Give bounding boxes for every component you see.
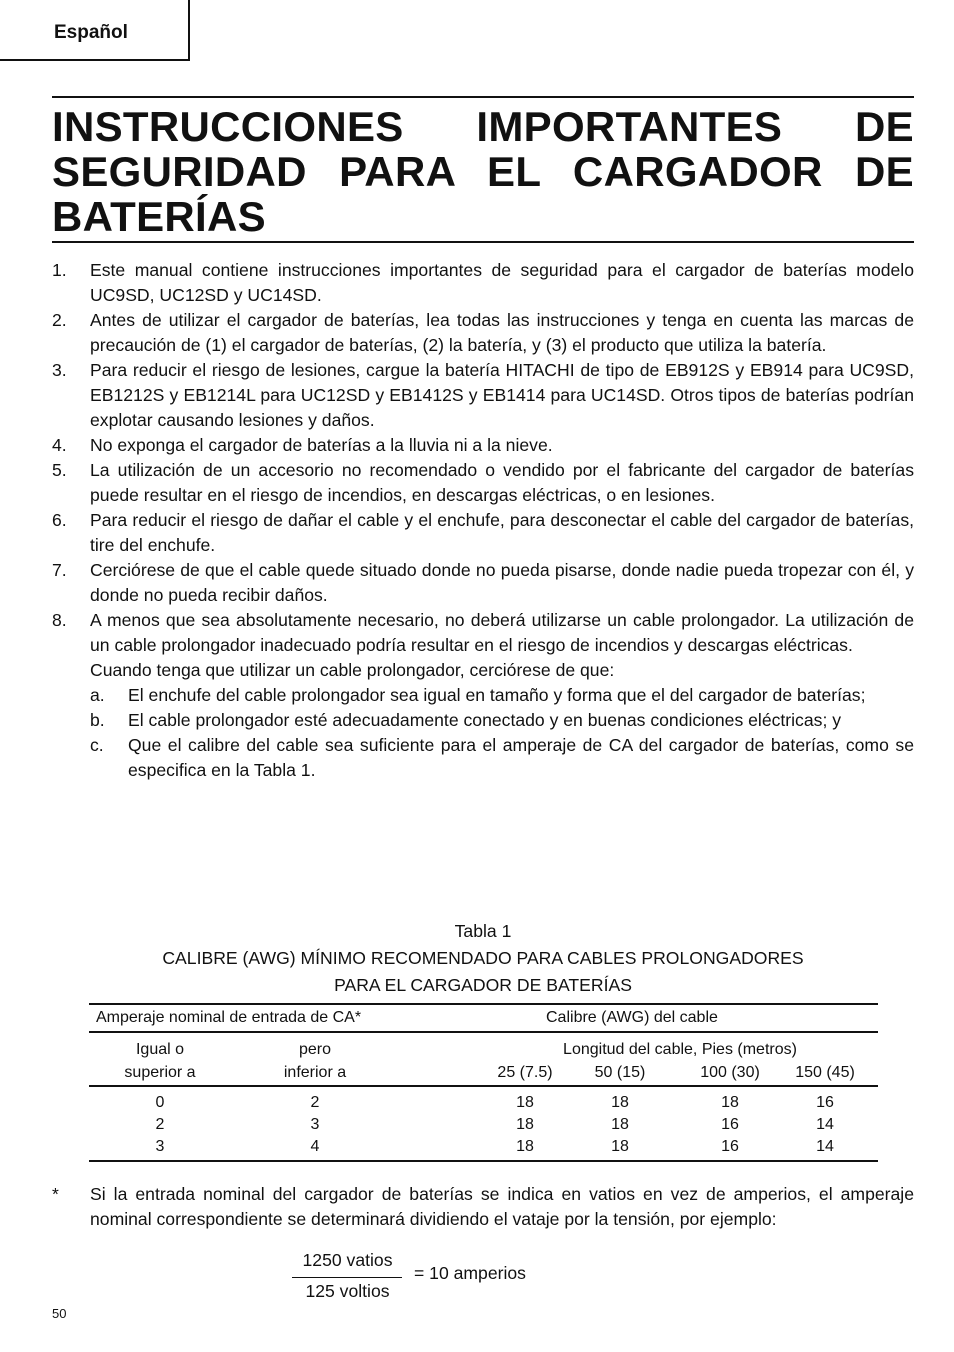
- table-caption-2: PARA EL CARGADOR DE BATERÍAS: [334, 975, 632, 995]
- page-number: 50: [52, 1306, 67, 1321]
- table-length-50: 50 (15): [594, 1064, 646, 1081]
- table-rule-top: [89, 1003, 878, 1005]
- footnote-star: *: [52, 1184, 59, 1204]
- instructions-list: [52, 258, 914, 783]
- list-item: 7. Cerciórese de que el cable quede situado donde no pueda pisarse, donde nadie pueda tropezar con él, y donde no pueda recibir daños.: [52, 560, 914, 605]
- list-item: 8. A menos que sea absolutamente necesario, no deberá utilizarse un cable prolongador. La utilización de un cable prolongador inadecuado podría resultar en el riesgo de incendios y descargas eléctricas. Cuando tenga que utilizar un cable prolongador, cerciórese de que: a. El enchufe del cable prolongador sea igual en tamaño y forma que el del cargador de baterías; b. El cable prolongador esté adecuadamente conectado y en buenas condiciones eléctricas; y c. Que el calibre del cable sea suficiente para el amperaje de CA del cargador de baterías, como se especifica en la Tabla 1.: [52, 608, 914, 783]
- formula-numerator: 1250 vatios: [302, 1250, 393, 1270]
- sub-list-item: b. El cable prolongador esté adecuadamente conectado y en buenas condiciones eléctricas; y: [90, 710, 842, 730]
- language-label: Español: [54, 22, 128, 43]
- list-item: 4. No exponga el cargador de baterías a la lluvia ni a la nieve.: [52, 435, 553, 455]
- table-caption: CALIBRE (AWG) MÍNIMO RECOMENDADO PARA CABLES PROLONGADORES: [162, 948, 804, 968]
- fraction-bar: [292, 1277, 402, 1278]
- footnote-text: Si la entrada nominal del cargador de baterías se indica en vatios en vez de amperios, el amperaje nominal correspondiente se determinará dividiendo el vataje por la tensión, por ejemplo:: [90, 1184, 914, 1229]
- formula-result: = 10 amperios: [414, 1263, 526, 1283]
- list-item: 2. Antes de utilizar el cargador de baterías, lea todas las instrucciones y tenga en cuenta las marcas de precaución de (1) el cargador de baterías, (2) la batería, y (3) el producto que utiliza la batería.: [52, 310, 914, 355]
- table-label: Tabla 1: [454, 921, 512, 941]
- table-length-header: Longitud del cable, Pies (metros): [563, 1041, 797, 1058]
- sub-list: [52, 683, 914, 783]
- table-col2-header: pero inferior a: [283, 1041, 347, 1081]
- table-col1-header: Igual o superior a: [124, 1041, 196, 1081]
- table-rule-bottom: [89, 1160, 878, 1162]
- table-length-150: 150 (45): [795, 1064, 855, 1081]
- formula-denominator: 125 voltios: [305, 1281, 390, 1301]
- title-block: [52, 96, 914, 243]
- sub-list-item: c. Que el calibre del cable sea suficiente para el amperaje de CA del cargador de baterías, como se especifica en la Tabla 1.: [90, 735, 914, 780]
- table-rule-mid: [89, 1031, 878, 1033]
- page-title: INSTRUCCIONES IMPORTANTES DE SEGURIDAD PARA EL CARGADOR DE BATERÍAS: [52, 103, 914, 240]
- footnote: [52, 1182, 914, 1232]
- sub-list-item: a. El enchufe del cable prolongador sea igual en tamaño y forma que el del cargador de baterías;: [90, 685, 866, 705]
- table-header-gauge: Calibre (AWG) del cable: [546, 1009, 718, 1026]
- list-item: 1. Este manual contiene instrucciones importantes de seguridad para el cargador de baterías modelo UC9SD, UC12SD y UC14SD.: [52, 260, 914, 305]
- table-rule-head-bottom: [89, 1085, 878, 1087]
- list-item: 3. Para reducir el riesgo de lesiones, cargue la batería HITACHI de tipo de EB912S y EB914 para UC9SD, EB1212S y EB1214L para UC12SD y EB1412S y EB1414 para UC14SD. Otros tipos de baterías podrían explotar causando lesiones y daños.: [52, 360, 914, 430]
- list-item-extra: Cuando tenga que utilizar un cable prolongador, cerciórese de que:: [90, 660, 615, 680]
- language-tab: [0, 0, 190, 61]
- table-length-25: 25 (7.5): [497, 1064, 553, 1081]
- list-item: 5. La utilización de un accesorio no recomendado o vendido por el fabricante del cargador de baterías puede resultar en el riesgo de incendios, en descargas eléctricas, o en lesiones.: [52, 460, 914, 505]
- table-length-100: 100 (30): [700, 1064, 760, 1081]
- table-header-input: Amperaje nominal de entrada de CA*: [96, 1009, 362, 1026]
- list-item: 6. Para reducir el riesgo de dañar el cable y el enchufe, para desconectar el cable del cargador de baterías, tire del enchufe.: [52, 510, 914, 555]
